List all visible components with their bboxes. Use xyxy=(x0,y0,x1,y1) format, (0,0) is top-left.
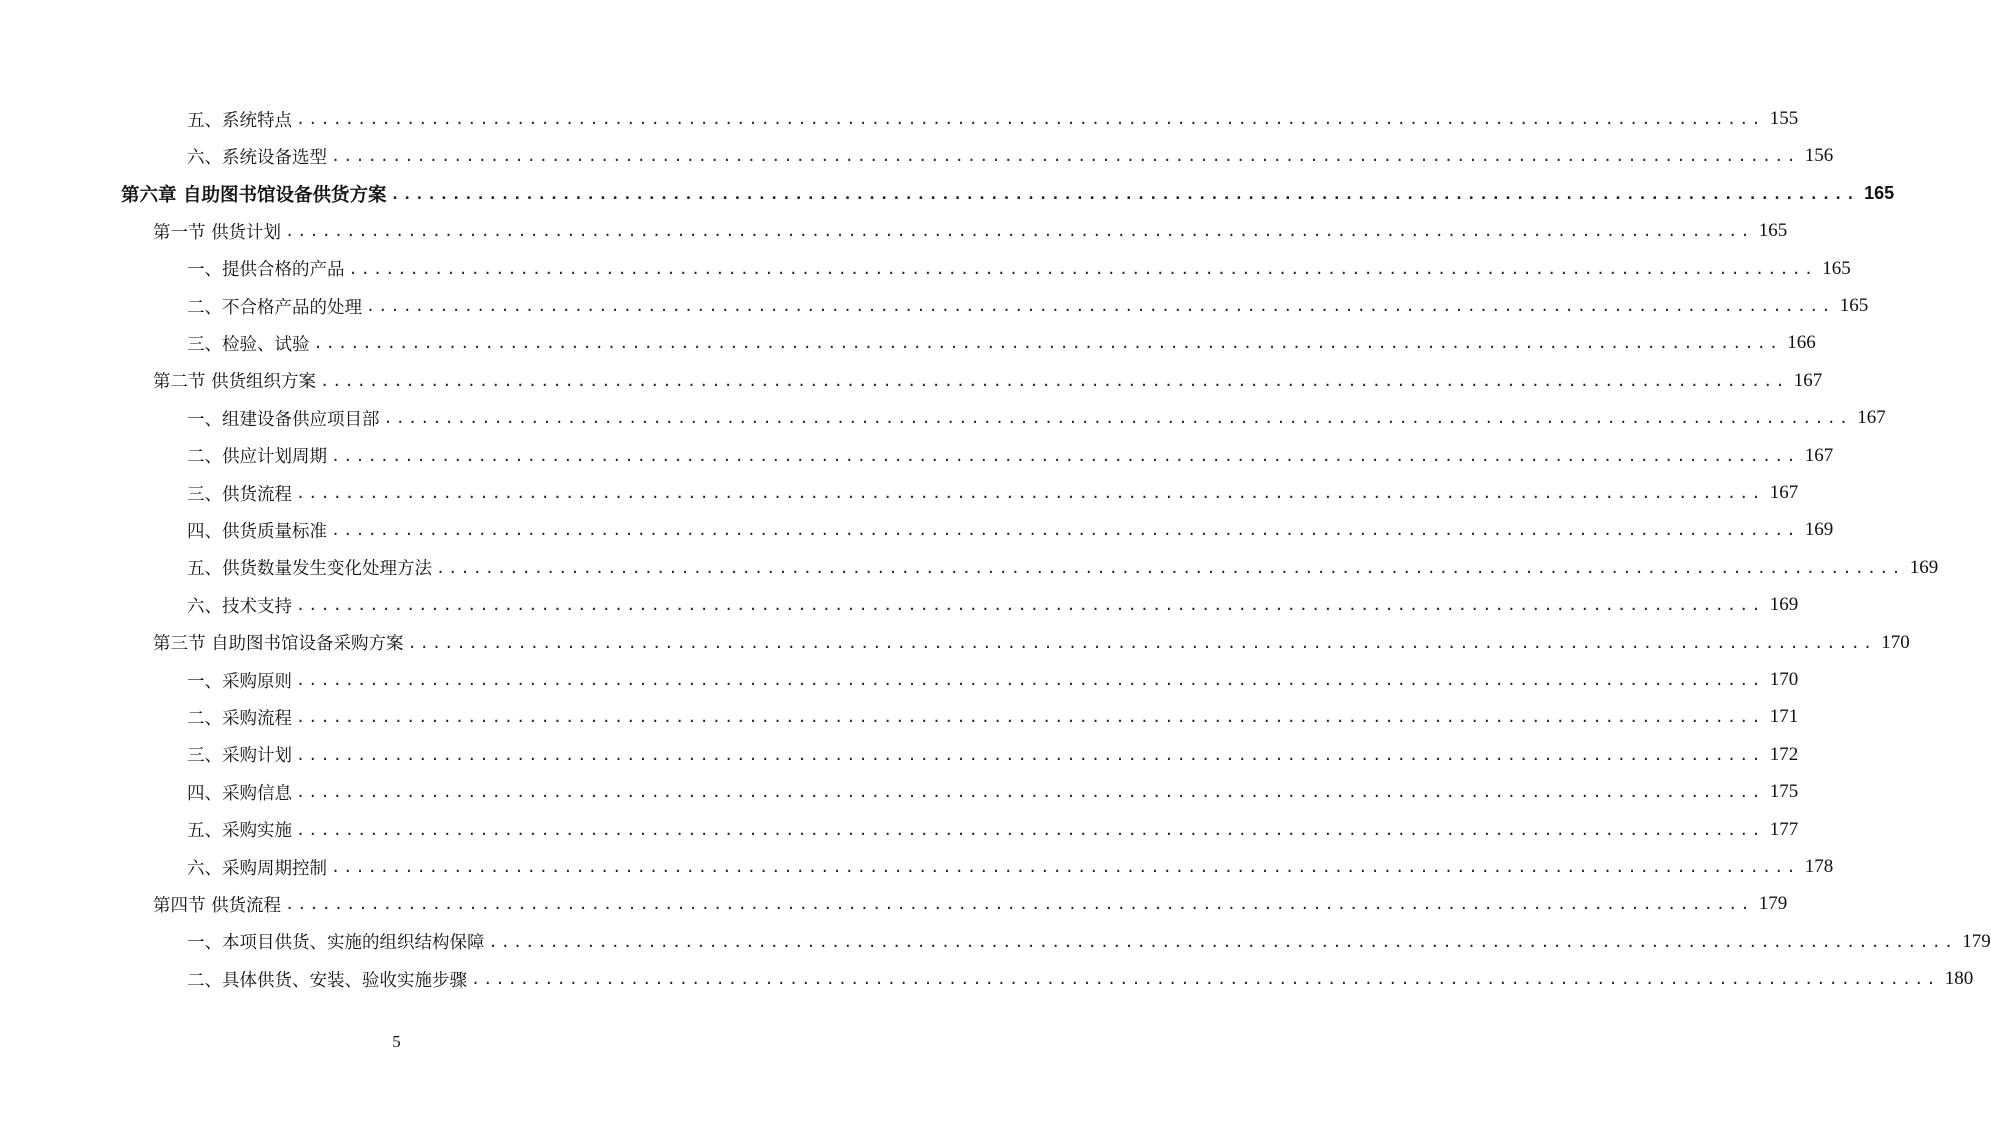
toc-leader-dots: ........................................................................................................................ xyxy=(366,297,1834,315)
toc-entry-label: 五、采购实施 xyxy=(187,821,292,842)
toc-entry-page: 172 xyxy=(1769,743,1799,765)
toc-entry-page: 180 xyxy=(1944,968,1974,990)
toc-entry-item xyxy=(187,515,1834,545)
toc-leader-dots: ........................................................................................................................ xyxy=(296,820,1764,839)
toc-entry-label: 四、采购信息 xyxy=(187,783,292,804)
toc-entry-item xyxy=(187,815,1799,845)
toc-entry-section xyxy=(153,366,1823,396)
toc-entry-page: 167 xyxy=(1804,444,1834,466)
toc-entry-page: 155 xyxy=(1769,108,1799,129)
toc-leader-dots: ........................................................................................................................ xyxy=(331,858,1799,876)
toc-entry-label: 二、供应计划周期 xyxy=(187,447,327,468)
toc-entry-page: 177 xyxy=(1769,818,1799,840)
toc-leader-dots: ........................................................................................................................ xyxy=(383,409,1852,428)
toc-entry-label: 第二节 供货组织方案 xyxy=(153,372,317,393)
toc-entry-item xyxy=(187,478,1799,508)
toc-entry-page: 167 xyxy=(1793,369,1823,391)
toc-leader-dots: ........................................................................................................................ xyxy=(296,596,1764,615)
toc-leader-dots: ........................................................................................................................ xyxy=(296,484,1764,502)
toc-entry-item xyxy=(187,702,1799,732)
toc-leader-dots: ........................................................................................................................ xyxy=(407,633,1876,652)
toc-entry-label: 一、采购原则 xyxy=(187,671,292,692)
toc-entry-label: 五、供货数量发生变化处理方法 xyxy=(187,559,432,580)
toc-entry-item xyxy=(187,141,1834,171)
toc-entry-item xyxy=(187,927,1991,957)
toc-entry-item xyxy=(187,291,1869,321)
toc-entry-label: 第一节 供货计划 xyxy=(153,222,282,243)
toc-entry-label: 一、本项目供货、实施的组织结构保障 xyxy=(187,933,485,954)
toc-entry-page: 169 xyxy=(1769,594,1799,616)
toc-leader-dots: ........................................................................................................................ xyxy=(296,783,1764,802)
toc-entry-page: 179 xyxy=(1758,893,1788,915)
toc-entry-label: 第六章 自助图书馆设备供货方案 xyxy=(121,184,387,206)
toc-leader-dots: ........................................................................................................................ xyxy=(436,558,1904,577)
page-number: 5 xyxy=(392,1032,401,1051)
toc-leader-dots: ........................................................................................................................ xyxy=(471,970,1939,989)
toc-entry-item xyxy=(187,328,1816,358)
toc-entry-label: 二、不合格产品的处理 xyxy=(187,297,362,318)
toc-leader-dots: ........................................................................................................................ xyxy=(331,446,1799,465)
toc-entry-item xyxy=(187,590,1799,620)
toc-entry-label: 三、采购计划 xyxy=(187,746,292,767)
toc-leader-dots: ........................................................................................................................ xyxy=(296,671,1764,689)
toc-entry-page: 179 xyxy=(1962,930,1991,952)
toc-leader-dots: ........................................................................................................................ xyxy=(285,222,1753,241)
toc-entry-item xyxy=(187,403,1886,433)
toc-leader-dots: ........................................................................................................................ xyxy=(320,371,1788,390)
toc-entry-label: 第三节 自助图书馆设备采购方案 xyxy=(153,634,404,655)
toc-leader-dots: ........................................................................................................................ xyxy=(331,147,1799,166)
toc-entry-item xyxy=(187,964,1974,994)
toc-entry-item xyxy=(187,553,1939,583)
toc-leader-dots: ........................................................................................................................ xyxy=(296,708,1764,727)
toc-entry-label: 一、提供合格的产品 xyxy=(187,260,345,281)
toc-leader-dots: ........................................................................................................................ xyxy=(488,932,1957,951)
toc-entry-label: 三、检验、试验 xyxy=(187,334,310,355)
toc-entry-label: 第四节 供货流程 xyxy=(153,895,282,916)
toc-entry-page: 156 xyxy=(1804,145,1834,167)
toc-entry-page: 170 xyxy=(1881,631,1910,653)
toc-entry-page: 165 xyxy=(1822,257,1851,279)
toc-entry-item xyxy=(187,254,1851,284)
toc-entry-page: 170 xyxy=(1769,669,1799,690)
toc-entry-item xyxy=(187,104,1799,134)
toc-entry-label: 一、组建设备供应项目部 xyxy=(187,409,380,430)
toc-entry-label: 三、供货流程 xyxy=(187,484,292,505)
toc-leader-dots: ........................................................................................................................ xyxy=(331,521,1799,540)
toc-entry-page: 175 xyxy=(1769,781,1799,803)
toc-entry-label: 六、系统设备选型 xyxy=(187,147,327,168)
toc-entry-item xyxy=(187,441,1834,471)
toc-entry-page: 165 xyxy=(1864,183,1895,204)
toc-entry-label: 二、具体供货、安装、验收实施步骤 xyxy=(187,970,467,991)
toc-entry-chapter xyxy=(121,179,1895,209)
toc-entry-page: 171 xyxy=(1769,706,1799,728)
toc-entry-label: 五、系统特点 xyxy=(187,110,292,131)
toc-entry-item xyxy=(187,777,1799,807)
toc-entry-page: 169 xyxy=(1909,556,1939,578)
toc-leader-dots: ........................................................................................................................ xyxy=(296,745,1764,764)
toc-entry-page: 165 xyxy=(1839,295,1869,316)
toc-entry-label: 六、技术支持 xyxy=(187,596,292,617)
toc-leader-dots: ........................................................................................................................ xyxy=(390,184,1859,203)
toc-leader-dots: ........................................................................................................................ xyxy=(348,259,1817,278)
toc-entry-section xyxy=(153,628,1910,658)
toc-entry-label: 二、采购流程 xyxy=(187,708,292,729)
toc-entry-item xyxy=(187,852,1834,882)
toc-entry-page: 167 xyxy=(1857,407,1886,429)
toc-entry-label: 四、供货质量标准 xyxy=(187,521,327,542)
toc-entry-section xyxy=(153,216,1788,246)
toc-entry-label: 六、采购周期控制 xyxy=(187,858,327,879)
toc-entry-section xyxy=(153,889,1788,919)
toc-entry-page: 166 xyxy=(1787,332,1816,354)
toc-entry-page: 167 xyxy=(1769,482,1799,503)
toc-entry-page: 178 xyxy=(1804,856,1834,877)
toc-entry-item xyxy=(187,740,1799,770)
toc-leader-dots: ........................................................................................................................ xyxy=(285,895,1753,914)
toc-leader-dots: ........................................................................................................................ xyxy=(296,110,1764,128)
toc-entry-item xyxy=(187,665,1799,695)
toc-leader-dots: ........................................................................................................................ xyxy=(313,334,1782,353)
toc-entry-page: 165 xyxy=(1758,220,1788,242)
toc-entry-page: 169 xyxy=(1804,519,1834,541)
